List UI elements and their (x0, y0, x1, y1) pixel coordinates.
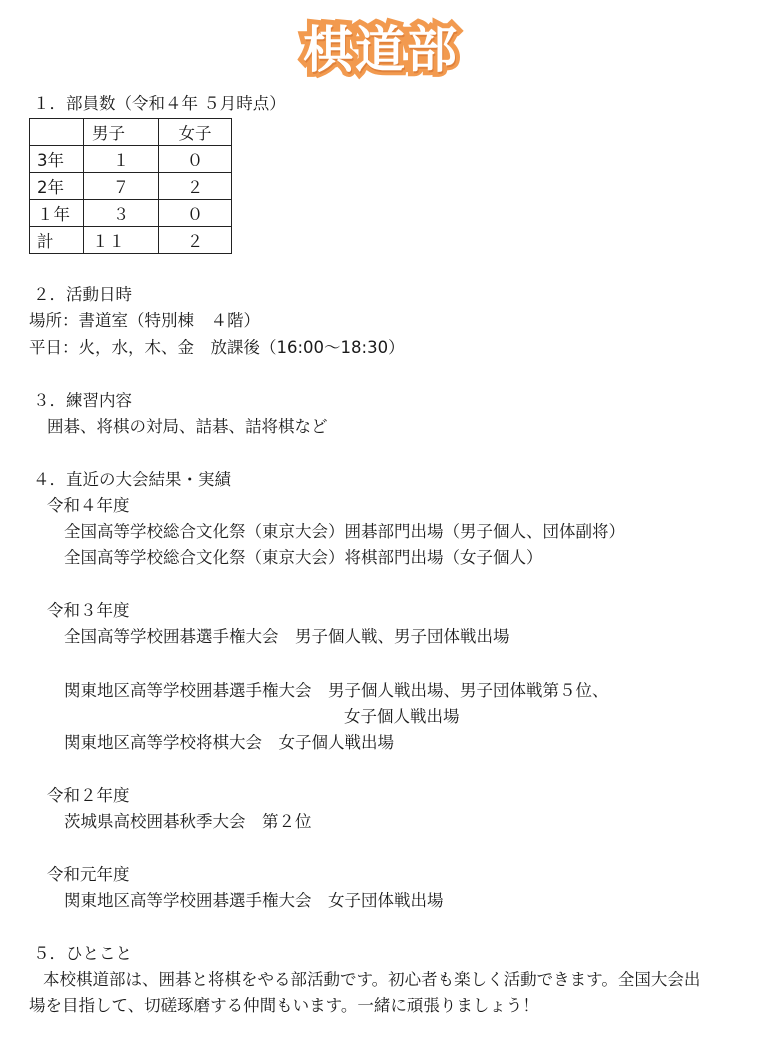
table-cell: ３ (84, 200, 159, 227)
section2-heading: ２．活動日時 (33, 285, 132, 304)
table-cell (30, 119, 84, 146)
section1-heading: １．部員数（令和４年 ５月時点） (33, 94, 286, 113)
section4-heading: ４．直近の大会結果・実績 (33, 470, 231, 489)
section3-heading: ３．練習内容 (33, 391, 132, 410)
year-r2: 令和２年度 (47, 786, 130, 805)
section5-heading: ５．ひとこと (33, 944, 132, 963)
table-header-boys: 男子 (84, 119, 159, 146)
page-title: 棋道部 (303, 21, 459, 79)
activity-weekday: 平日：火，水，木、金 放課後（16:00～18:30） (29, 338, 405, 357)
year-r4: 令和４年度 (47, 496, 130, 515)
result-item: 関東地区高等学校囲碁選手権大会 女子団体戦出場 (64, 891, 444, 910)
table-cell: １１ (84, 227, 159, 254)
table-header-girls: 女子 (159, 119, 232, 146)
table-header-row (30, 119, 232, 146)
table-row (30, 146, 232, 173)
members-table (29, 118, 232, 254)
table-cell: ０ (159, 146, 232, 173)
table-row (30, 173, 232, 200)
year-r3: 令和３年度 (47, 601, 130, 620)
table-row-label: 2年 (30, 173, 84, 200)
activity-place: 場所：書道室（特別棟 ４階） (29, 311, 260, 330)
table-row (30, 227, 232, 254)
practice-content: 囲碁、将棋の対局、詰碁、詰将棋など (47, 417, 328, 436)
message-line: 場を目指して、切磋琢磨する仲間もいます。一緒に頑張りましょう！ (29, 996, 539, 1015)
table-row-label: 計 (30, 227, 84, 254)
table-row-label: 3年 (30, 146, 84, 173)
table-row (30, 200, 232, 227)
table-cell: ７ (84, 173, 159, 200)
result-item: 全国高等学校総合文化祭（東京大会）将棋部門出場（女子個人） (64, 548, 543, 567)
result-item: 関東地区高等学校囲碁選手権大会 男子個人戦出場、男子団体戦第５位、 (64, 681, 609, 700)
result-item: 関東地区高等学校将棋大会 女子個人戦出場 (64, 733, 394, 752)
result-item: 全国高等学校総合文化祭（東京大会）囲碁部門出場（男子個人、団体副将） (64, 522, 625, 541)
year-r1: 令和元年度 (47, 865, 130, 884)
table-cell: ２ (159, 173, 232, 200)
message-line: 本校棋道部は、囲碁と将棋をやる部活動です。初心者も楽しく活動できます。全国大会出 (43, 970, 701, 989)
table-row-label: １年 (30, 200, 84, 227)
table-cell: ０ (159, 200, 232, 227)
result-item: 茨城県高校囲碁秋季大会 第２位 (64, 812, 312, 831)
result-item-continuation: 女子個人戦出場 (344, 707, 460, 726)
table-cell: １ (84, 146, 159, 173)
table-cell: ２ (159, 227, 232, 254)
result-item: 全国高等学校囲碁選手権大会 男子個人戦、男子団体戦出場 (64, 627, 510, 646)
